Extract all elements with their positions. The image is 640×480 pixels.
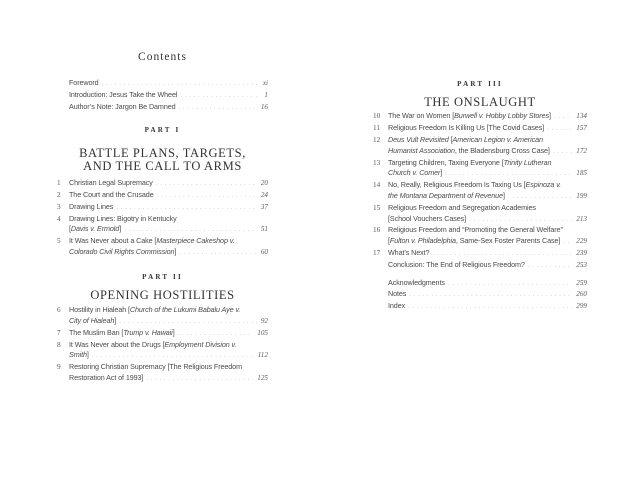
chapter-number: 8 bbox=[57, 340, 61, 349]
dot-leader bbox=[99, 79, 259, 90]
dot-leader bbox=[502, 190, 572, 203]
page-number: 112 bbox=[257, 351, 268, 360]
entry-body bbox=[69, 190, 268, 202]
page-number: 185 bbox=[576, 169, 587, 178]
entry-body bbox=[388, 123, 587, 135]
dot-leader bbox=[525, 261, 572, 272]
entry-text bbox=[69, 316, 116, 327]
page-number: 134 bbox=[576, 112, 587, 121]
toc-entry bbox=[373, 248, 587, 260]
right-page bbox=[373, 0, 587, 313]
page-number: 260 bbox=[576, 290, 587, 299]
text-segment: Conclusion: The End of Religious Freedom? bbox=[388, 259, 525, 269]
case-name: Espinoza v. bbox=[525, 180, 562, 190]
entry-line bbox=[69, 102, 268, 114]
dot-leader bbox=[172, 327, 254, 340]
text-segment: Religious Freedom Is Killing Us [The Covid Cases] bbox=[388, 123, 545, 133]
entry-text bbox=[388, 301, 405, 312]
entry-text bbox=[69, 350, 89, 361]
entry-text bbox=[69, 224, 121, 235]
entry-body bbox=[388, 111, 587, 123]
case-name: Trump v. Hawaii bbox=[123, 327, 173, 337]
entry-line bbox=[69, 328, 268, 340]
entry-body bbox=[69, 214, 268, 237]
entry-body bbox=[69, 328, 268, 340]
entry-body bbox=[388, 301, 587, 313]
entry-line bbox=[388, 158, 587, 169]
entry-line bbox=[69, 316, 268, 328]
dot-leader bbox=[405, 302, 572, 313]
entry-text bbox=[69, 102, 176, 113]
text-segment: ] bbox=[502, 190, 505, 200]
entry-text bbox=[388, 214, 466, 225]
entry-text bbox=[388, 168, 442, 179]
text-segment: Author’s Note: Jargon Be Damned bbox=[69, 101, 176, 111]
toc-entry bbox=[373, 111, 587, 123]
entry-line bbox=[69, 202, 268, 214]
toc-entry bbox=[373, 289, 587, 301]
text-segment: [ bbox=[448, 135, 453, 144]
text-segment: ] bbox=[86, 350, 89, 360]
entry-text bbox=[69, 328, 175, 339]
entry-text bbox=[388, 248, 429, 259]
dot-leader bbox=[445, 279, 572, 290]
entry-text bbox=[388, 135, 543, 146]
text-segment: Index bbox=[388, 301, 406, 311]
dot-leader bbox=[143, 374, 253, 385]
contents-title: Contents bbox=[138, 51, 187, 63]
entry-line bbox=[388, 301, 587, 313]
page-number: 239 bbox=[576, 248, 587, 257]
entry-text bbox=[388, 123, 544, 134]
entry-body bbox=[69, 78, 268, 90]
entry-body bbox=[69, 102, 268, 114]
case-name: Church v. Comer bbox=[388, 168, 441, 178]
chapter-number: 4 bbox=[57, 214, 61, 223]
entry-line bbox=[388, 225, 587, 236]
toc-entry bbox=[373, 123, 587, 135]
page-number: 125 bbox=[257, 373, 268, 382]
page-number: 1 bbox=[264, 90, 268, 99]
text-segment: Hostility in Hialeah [ bbox=[69, 305, 130, 315]
entry-text bbox=[388, 203, 536, 214]
entry-body bbox=[388, 260, 587, 272]
chapter-number: 10 bbox=[373, 112, 381, 121]
dot-leader bbox=[466, 215, 572, 226]
entry-line bbox=[69, 190, 268, 202]
dot-leader bbox=[121, 225, 257, 236]
text-segment: No, Really, Religious Freedom Is Taxing Us [ bbox=[388, 180, 526, 190]
entry-body bbox=[69, 202, 268, 214]
text-segment: Drawing Lines bbox=[69, 201, 114, 211]
chapter-number: 13 bbox=[373, 158, 381, 167]
case-name: City of Hialeah bbox=[69, 315, 115, 325]
entry-line bbox=[69, 78, 268, 90]
entry-body bbox=[388, 158, 587, 181]
page-number: 37 bbox=[260, 202, 268, 211]
dot-leader bbox=[154, 191, 257, 202]
text-segment: ] bbox=[119, 224, 122, 234]
entry-text bbox=[69, 78, 99, 89]
toc-entry bbox=[57, 90, 268, 102]
entry-body bbox=[388, 225, 587, 248]
page-number: 51 bbox=[260, 225, 268, 234]
chapter-number: 15 bbox=[373, 203, 381, 212]
text-segment: The War on Women [ bbox=[388, 111, 455, 121]
entry-line bbox=[69, 236, 268, 247]
entry-body bbox=[69, 178, 268, 190]
text-segment: Acknowledgments bbox=[388, 277, 445, 287]
dot-leader bbox=[176, 103, 257, 114]
dot-leader bbox=[544, 124, 572, 135]
back-matter-list bbox=[373, 278, 587, 313]
part2-label: PART II bbox=[142, 272, 183, 281]
part-title-line: AND THE CALL TO ARMS bbox=[83, 158, 242, 173]
dot-leader bbox=[86, 350, 254, 362]
dot-leader bbox=[153, 179, 257, 190]
page-number: xi bbox=[262, 79, 268, 87]
entry-line bbox=[388, 180, 587, 191]
entry-body bbox=[388, 203, 587, 226]
page-number: 299 bbox=[576, 302, 587, 311]
text-segment: Drawing Lines: Bigotry in Kentucky bbox=[69, 213, 177, 223]
entry-body bbox=[388, 180, 587, 203]
entry-body bbox=[69, 236, 268, 259]
entry-line bbox=[388, 146, 587, 158]
page-number: 20 bbox=[260, 179, 268, 188]
entry-line bbox=[388, 278, 587, 290]
entry-line bbox=[388, 214, 587, 226]
entry-text bbox=[69, 178, 153, 189]
entry-line bbox=[69, 305, 268, 316]
entry-line bbox=[388, 191, 587, 203]
chapter-number: 3 bbox=[57, 202, 61, 211]
text-segment: Religious Freedom and Segregation Academies bbox=[388, 202, 536, 212]
entry-text bbox=[69, 247, 176, 258]
entry-text bbox=[69, 236, 235, 247]
entry-text bbox=[388, 236, 560, 247]
entry-body bbox=[69, 90, 268, 102]
text-segment: It Was Never about the Drugs [ bbox=[69, 339, 165, 349]
toc-entry bbox=[57, 214, 268, 237]
case-name: Smith bbox=[69, 350, 87, 360]
case-name: the Montana Department of Revenue bbox=[388, 190, 503, 200]
text-segment: The Muslim Ban [ bbox=[69, 327, 124, 337]
toc-entry bbox=[57, 236, 268, 259]
entry-line bbox=[388, 203, 587, 214]
entry-text bbox=[388, 158, 551, 169]
entry-line bbox=[69, 373, 268, 385]
entry-body bbox=[69, 340, 268, 363]
case-name: Fulton v. Philadelphia bbox=[389, 236, 456, 246]
front-matter-list bbox=[57, 78, 268, 113]
case-name: Colorado Civil Rights Commission bbox=[69, 246, 175, 256]
text-segment: , Same-Sex Foster Parents Case] bbox=[455, 236, 561, 246]
entry-line bbox=[388, 289, 587, 301]
text-segment: Foreword bbox=[69, 78, 99, 87]
toc-entry bbox=[57, 202, 268, 214]
entry-line bbox=[69, 350, 268, 362]
toc-entry bbox=[57, 78, 268, 90]
chapter-number: 17 bbox=[373, 248, 381, 257]
case-name: American Legion v. American bbox=[452, 135, 543, 144]
text-segment: Targeting Children, Taxing Everyone [ bbox=[388, 157, 504, 167]
page-number: 259 bbox=[576, 278, 587, 287]
chapter-number: 9 bbox=[57, 363, 61, 372]
case-name: Deus Vult Revisited bbox=[388, 135, 449, 144]
chapter-number: 5 bbox=[57, 237, 61, 246]
part-title-line: BATTLE PLANS, TARGETS, bbox=[79, 146, 246, 161]
entry-text bbox=[69, 202, 113, 213]
entry-text bbox=[388, 180, 561, 191]
toc-entry bbox=[57, 340, 268, 363]
text-segment: Religious Freedom and “Promoting the General Welfare” bbox=[388, 225, 563, 235]
page-number: 172 bbox=[576, 146, 587, 155]
text-segment: ] bbox=[174, 246, 177, 256]
toc-entry bbox=[373, 301, 587, 313]
text-segment: What’s Next? bbox=[388, 247, 430, 257]
text-segment: ] bbox=[172, 327, 175, 337]
toc-entry bbox=[373, 203, 587, 226]
toc-entry bbox=[57, 305, 268, 328]
toc-entry bbox=[373, 260, 587, 272]
part2-title bbox=[57, 289, 268, 301]
part-title-line: THE ONSLAUGHT bbox=[424, 95, 536, 109]
toc-entry bbox=[57, 190, 268, 202]
toc-entry bbox=[57, 362, 268, 385]
entry-text bbox=[388, 111, 551, 122]
entry-text bbox=[388, 278, 445, 289]
text-segment: It Was Never about a Cake [ bbox=[69, 236, 157, 246]
part3-label: PART III bbox=[457, 80, 503, 88]
entry-text bbox=[388, 191, 505, 202]
chapter-number: 12 bbox=[373, 136, 381, 144]
case-name: Masterpiece Cakeshop v. bbox=[156, 236, 235, 246]
chapter-number: 16 bbox=[373, 226, 381, 235]
text-segment: ] bbox=[548, 111, 551, 121]
entry-text bbox=[69, 305, 240, 316]
entry-line bbox=[69, 340, 268, 351]
case-name: Davis v. Ermold bbox=[70, 224, 120, 234]
text-segment: Notes bbox=[388, 289, 407, 299]
case-name: Burwell v. Hobby Lobby Stores bbox=[454, 111, 549, 121]
case-name: Humanist Association bbox=[388, 145, 455, 155]
entry-text bbox=[69, 340, 236, 351]
entry-body bbox=[69, 362, 268, 385]
entry-body bbox=[388, 248, 587, 260]
entry-body bbox=[69, 305, 268, 328]
page-number: 24 bbox=[260, 191, 268, 199]
entry-text bbox=[388, 289, 406, 300]
dot-leader bbox=[548, 111, 572, 123]
entry-line bbox=[69, 178, 268, 190]
chapter-number: 1 bbox=[57, 179, 61, 188]
toc-entry bbox=[373, 158, 587, 181]
toc-entry bbox=[373, 225, 587, 248]
dot-leader bbox=[429, 249, 572, 260]
dot-leader bbox=[176, 248, 256, 259]
entry-text bbox=[388, 225, 563, 236]
page-number: 60 bbox=[260, 247, 268, 256]
entry-text bbox=[69, 90, 177, 101]
entry-text bbox=[388, 260, 525, 271]
left-page bbox=[57, 0, 268, 385]
case-name: Trinity Lutheran bbox=[503, 157, 552, 167]
text-segment: [ bbox=[69, 224, 71, 234]
text-segment: Introduction: Jesus Take the Wheel bbox=[69, 89, 178, 99]
chapter-number: 11 bbox=[373, 124, 380, 133]
text-segment: [ bbox=[388, 236, 390, 246]
toc-entry bbox=[373, 135, 587, 158]
case-name: Employment Division v. bbox=[164, 339, 237, 349]
page-number: 229 bbox=[576, 237, 587, 246]
text-segment: [School Vouchers Cases] bbox=[388, 213, 467, 223]
part3-title bbox=[373, 96, 587, 108]
toc-entry bbox=[57, 178, 268, 190]
page-number: 213 bbox=[576, 214, 587, 223]
entry-line bbox=[388, 248, 587, 260]
entry-line bbox=[388, 260, 587, 272]
text-segment: , the Bladensburg Cross Case] bbox=[454, 145, 550, 155]
text-segment: Christian Legal Supremacy bbox=[69, 178, 153, 188]
entry-text bbox=[69, 362, 242, 373]
text-segment: Restoring Christian Supremacy [The Religious Freedom bbox=[69, 362, 242, 372]
toc-entry bbox=[57, 328, 268, 340]
entry-body bbox=[388, 135, 587, 158]
entry-line bbox=[388, 236, 587, 248]
entry-line bbox=[388, 123, 587, 135]
page-number: 92 bbox=[260, 316, 268, 325]
entry-body bbox=[388, 278, 587, 290]
page-number: 16 bbox=[260, 102, 268, 111]
entry-line bbox=[69, 247, 268, 259]
page-number: 199 bbox=[576, 191, 587, 200]
page-number: 105 bbox=[257, 328, 268, 337]
part1-label: PART I bbox=[144, 126, 181, 135]
part3-entry-list bbox=[373, 111, 587, 271]
entry-line bbox=[69, 224, 268, 236]
chapter-number: 14 bbox=[373, 181, 381, 190]
entry-line bbox=[388, 111, 587, 123]
dot-leader bbox=[550, 147, 572, 158]
text-segment: The Court and the Crusade bbox=[69, 190, 154, 199]
page-number: 253 bbox=[576, 260, 587, 269]
part1-entry-list bbox=[57, 178, 268, 259]
dot-leader bbox=[406, 290, 572, 301]
entry-line bbox=[69, 90, 268, 102]
part1-title bbox=[57, 147, 268, 172]
page-number: 157 bbox=[576, 124, 587, 133]
part2-entry-list bbox=[57, 305, 268, 385]
case-name: Church of the Lukumi Babalu Aye v. bbox=[129, 305, 241, 315]
text-segment: Restoration Act of 1993] bbox=[69, 372, 144, 382]
entry-line bbox=[69, 362, 268, 373]
toc-entry bbox=[373, 180, 587, 203]
entry-line bbox=[69, 214, 268, 225]
dot-leader bbox=[560, 237, 572, 248]
chapter-number: 2 bbox=[57, 191, 61, 199]
entry-line bbox=[388, 135, 587, 146]
entry-text bbox=[69, 190, 154, 201]
dot-leader bbox=[116, 317, 257, 328]
part-title-line: OPENING HOSTILITIES bbox=[90, 287, 235, 302]
dot-leader bbox=[442, 169, 572, 180]
chapter-number: 7 bbox=[57, 328, 61, 337]
dot-leader bbox=[177, 91, 260, 102]
entry-text bbox=[69, 214, 177, 225]
toc-entry bbox=[373, 278, 587, 290]
entry-line bbox=[388, 168, 587, 180]
text-segment: ] bbox=[440, 168, 443, 178]
chapter-number: 6 bbox=[57, 306, 61, 315]
text-segment: ] bbox=[114, 315, 117, 325]
entry-body bbox=[388, 289, 587, 301]
dot-leader bbox=[113, 203, 257, 214]
entry-text bbox=[388, 146, 550, 157]
toc-entry bbox=[57, 102, 268, 114]
entry-text bbox=[69, 373, 143, 384]
